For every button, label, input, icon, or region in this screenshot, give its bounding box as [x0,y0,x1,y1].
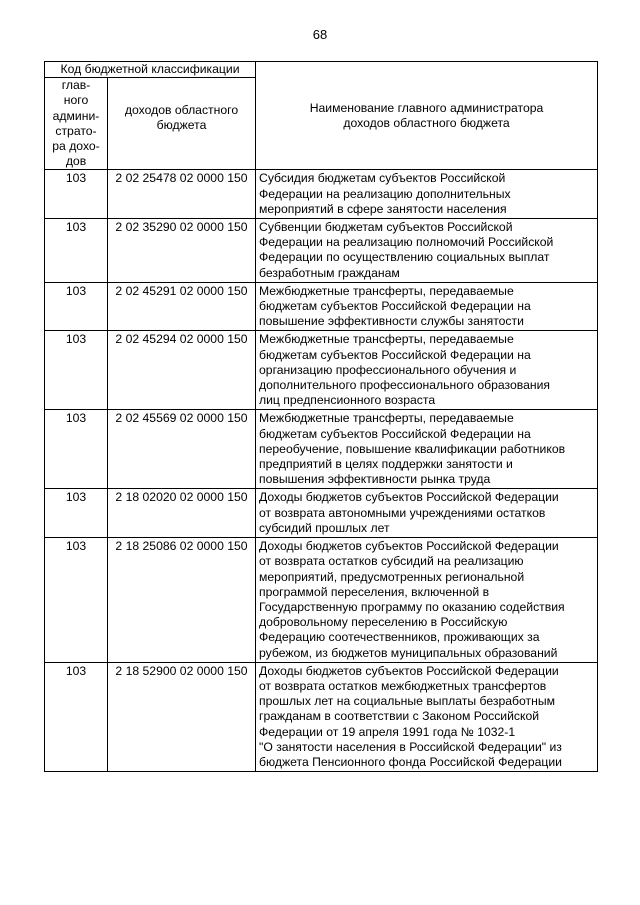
revenue-name-cell [256,170,598,219]
revenue-name-cell [256,662,598,771]
header-name-line: Наименование главного администратора [309,100,544,115]
name-line: программой переселения, включенной в [259,584,490,599]
name-line: Федерации на реализацию полномочий Российской [259,235,554,250]
name-line: Межбюджетные трансферты, передаваемые [259,411,514,426]
name-line: дополнительного профессионального образования [259,378,551,393]
revenue-code-cell: 2 18 02020 02 0000 150 [108,489,256,538]
name-line: организацию профессионального обучения и [259,362,517,377]
revenue-code-cell: 2 02 45569 02 0000 150 [108,410,256,489]
name-line: Субвенции бюджетам субъектов Российской [259,220,513,235]
name-line: "О занятости населения в Российской Федерации" из [259,739,562,754]
admin-code-cell: 103 [45,662,108,771]
name-line: Межбюджетные трансферты, передаваемые [259,283,514,298]
revenue-code-cell: 2 02 45291 02 0000 150 [108,282,256,331]
table-row [45,219,598,283]
header-regional-revenue-code [108,78,256,170]
name-line: гражданам в соответствии с Законом Российской [259,709,540,724]
table-row [45,538,598,663]
name-line: безработным гражданам [259,265,400,280]
name-line: от возврата автономными учреждениями остатков [259,505,546,520]
name-line: Федерации по осуществлению социальных выплат [259,250,550,265]
revenue-name-cell [256,282,598,331]
revenue-code-cell: 2 02 45294 02 0000 150 [108,331,256,410]
admin-code-cell: 103 [45,331,108,410]
revenue-code-cell: 2 02 25478 02 0000 150 [108,170,256,219]
header-budget-classification-code: Код бюджетной классификации [45,62,256,78]
revenue-code-cell: 2 18 52900 02 0000 150 [108,662,256,771]
name-line: добровольному переселению в Российскую [259,615,508,630]
admin-code-cell: 103 [45,219,108,283]
name-line: Федерацию соотечественников, проживающих за [259,630,540,645]
name-line: повышение эффективности службы занятости [259,314,524,329]
header-admin-line: дов [65,154,87,169]
admin-code-cell: 103 [45,538,108,663]
name-line: бюджетам субъектов Российской Федерации на [259,426,531,441]
header-row-group [45,62,598,78]
header-code-line: бюджета [156,118,207,133]
revenue-name-cell [256,538,598,663]
header-code-line: доходов областного [124,103,239,118]
admin-code-cell: 103 [45,489,108,538]
header-name-line: доходов областного бюджета [343,115,510,130]
name-line: Субсидия бюджетам субъектов Российской [259,171,506,186]
table-row [45,410,598,489]
name-line: переобучение, повышение квалификации работников [259,441,566,456]
header-admin-line: ного [63,93,89,108]
admin-code-cell: 103 [45,282,108,331]
name-line: от возврата остатков субсидий на реализацию [259,554,524,569]
name-line: прошлых лет на социальные выплаты безработным [259,694,555,709]
revenue-code-cell: 2 18 25086 02 0000 150 [108,538,256,663]
admin-code-cell: 103 [45,170,108,219]
name-line: предприятий в целях поддержки занятости и [259,457,513,472]
header-chief-administrator [45,78,108,170]
name-line: Федерации от 19 апреля 1991 года № 1032-1 [259,724,516,739]
header-administrator-name [256,62,598,170]
budget-classification-table [44,61,598,772]
name-line: повышения эффективности рынка труда [259,472,491,487]
revenue-name-cell [256,331,598,410]
revenue-name-cell [256,410,598,489]
table-row [45,331,598,410]
name-line: бюджета Пенсионного фонда Российской Федерации [259,754,562,769]
page-number: 68 [312,27,328,42]
name-line: Межбюджетные трансферты, передаваемые [259,332,514,347]
name-line: субсидий прошлых лет [259,520,390,535]
name-line: Государственную программу по оказанию содействия [259,599,565,614]
name-line: бюджетам субъектов Российской Федерации на [259,347,531,362]
name-line: Федерации на реализацию дополнительных [259,186,511,201]
name-line: рубежом, из бюджетов муниципальных образований [259,645,558,660]
name-line: Доходы бюджетов субъектов Российской Федерации [259,663,559,678]
revenue-name-cell [256,219,598,283]
table-row [45,170,598,219]
header-admin-line: админи- [52,108,100,123]
name-line: бюджетам субъектов Российской Федерации на [259,299,531,314]
table-row [45,662,598,771]
revenue-name-cell [256,489,598,538]
name-line: Доходы бюджетов субъектов Российской Федерации [259,539,559,554]
name-line: Доходы бюджетов субъектов Российской Федерации [259,490,559,505]
admin-code-cell: 103 [45,410,108,489]
table-row [45,282,598,331]
table-row [45,489,598,538]
name-line: мероприятий, предусмотренных региональной [259,569,525,584]
name-line: от возврата остатков межбюджетных трансфертов [259,678,547,693]
header-admin-line: глав- [61,78,91,93]
revenue-code-cell: 2 02 35290 02 0000 150 [108,219,256,283]
header-admin-line: ра дохо- [52,139,100,154]
name-line: мероприятий в сфере занятости населения [259,201,507,216]
name-line: лиц предпенсионного возраста [259,393,436,408]
header-admin-line: страто- [55,123,97,138]
